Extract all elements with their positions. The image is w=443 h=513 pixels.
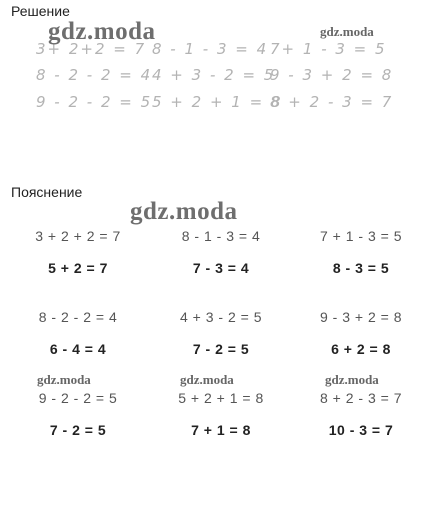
handwritten-equation: 8 + 2 - 3 = 7	[270, 93, 394, 111]
expression: 9 - 2 - 2 = 5	[38, 390, 118, 406]
explanation-heading: Пояснение	[11, 184, 83, 200]
expression: 3 + 2 + 2 = 7	[35, 228, 121, 244]
calculation-step: 6 - 4 = 4	[49, 341, 107, 357]
handwritten-equation: 9 - 3 + 2 = 8	[270, 66, 394, 84]
expression: 4 + 3 - 2 = 5	[180, 309, 262, 325]
handwritten-equation: 8 - 2 - 2 = 4	[36, 66, 153, 84]
expression: 9 - 3 + 2 = 8	[320, 309, 402, 325]
expression: 5 + 2 + 1 = 8	[178, 390, 264, 406]
solution-heading: Решение	[11, 3, 70, 19]
calculation-step: 10 - 3 = 7	[328, 422, 394, 438]
watermark-logo: gdz.moda	[320, 24, 374, 39]
handwritten-equation: 9 - 2 - 2 = 5	[36, 93, 153, 111]
calculation-step: 7 - 3 = 4	[192, 260, 250, 276]
calculation-step: 7 - 2 = 5	[192, 341, 250, 357]
calculation-step: 5 + 2 = 7	[48, 260, 108, 276]
expression: 8 + 2 - 3 = 7	[320, 390, 402, 406]
watermark-logo: gdz.moda	[37, 372, 91, 387]
watermark-logo: gdz.moda	[48, 18, 156, 45]
expression: 8 - 2 - 2 = 4	[38, 309, 118, 325]
calculation-step: 7 - 2 = 5	[49, 422, 107, 438]
calculation-step: 6 + 2 = 8	[331, 341, 391, 357]
calculation-step: 7 + 1 = 8	[191, 422, 251, 438]
handwritten-equation: 3+ 2+2 = 7	[36, 40, 147, 58]
handwritten-equation: 7+ 1 - 3 = 5	[270, 40, 387, 58]
handwritten-equation: 8 - 1 - 3 = 4	[152, 40, 269, 58]
calculation-step: 8 - 3 = 5	[332, 260, 390, 276]
watermark-logo: gdz.moda	[325, 372, 379, 387]
expression: 7 + 1 - 3 = 5	[320, 228, 402, 244]
expression: 8 - 1 - 3 = 4	[181, 228, 261, 244]
watermark-logo: gdz.moda	[130, 198, 238, 225]
handwritten-equation: 5 + 2 + 1 = 8	[152, 93, 283, 111]
watermark-logo: gdz.moda	[180, 372, 234, 387]
handwritten-equation: 4 + 3 - 2 = 5	[152, 66, 276, 84]
